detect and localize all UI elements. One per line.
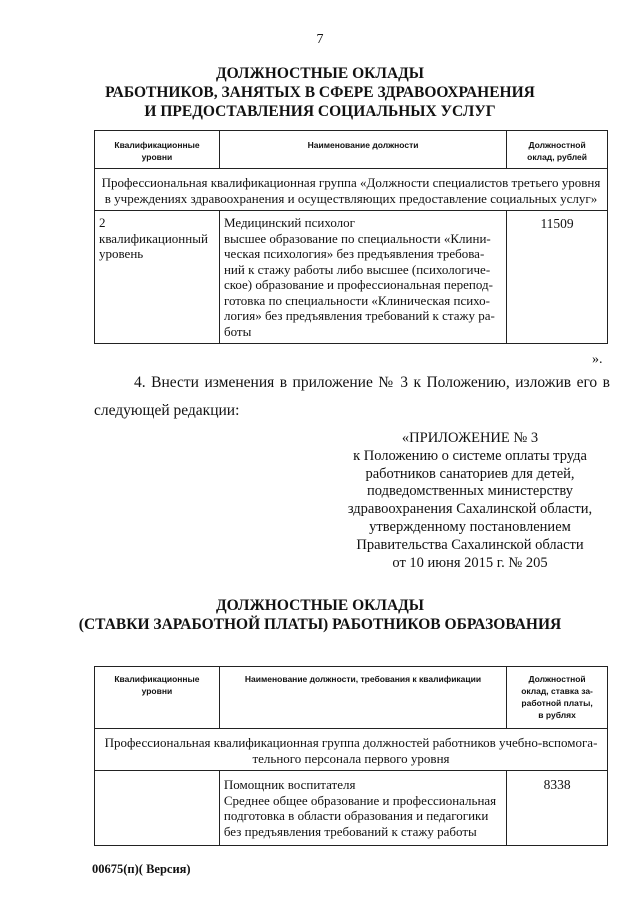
salary-table-education bbox=[94, 666, 608, 846]
header-text: Должностной bbox=[528, 140, 586, 150]
appendix-line: работников санаториев для детей, bbox=[365, 465, 575, 482]
table-header-row bbox=[95, 131, 608, 169]
group-line: Профессиональная квалификационная группа должностей работников учебно-вспомога- bbox=[104, 735, 598, 750]
position-cell bbox=[219, 211, 506, 344]
group-row bbox=[95, 729, 608, 771]
position-line: ний к стажу работы либо высшее (психологиче- bbox=[223, 261, 491, 277]
appendix-line: подведомственных министерству bbox=[367, 483, 573, 500]
title-line: ДОЛЖНОСТНЫЕ ОКЛАДЫ bbox=[215, 65, 425, 82]
header-text: уровни bbox=[141, 152, 173, 162]
header-position: Наименование должности bbox=[219, 131, 506, 169]
header-text: уровни bbox=[141, 686, 173, 696]
appendix-line: «ПРИЛОЖЕНИЕ № 3 bbox=[401, 430, 539, 446]
header-text: в рублях bbox=[538, 710, 576, 720]
header-text: оклад, рублей bbox=[527, 152, 588, 162]
header-text: оклад, ставка за- bbox=[521, 686, 593, 696]
appendix-block bbox=[320, 430, 620, 572]
header-text: Квалификационные bbox=[114, 674, 200, 684]
appendix-line: к Положению о системе оплаты труда bbox=[353, 447, 587, 464]
appendix-line: от 10 июня 2015 г. № 205 bbox=[392, 554, 548, 571]
level-cell bbox=[95, 771, 220, 846]
group-cell bbox=[95, 729, 608, 771]
group-line: в учреждениях здравоохранения и осуществляющих предоставление социальных услуг» bbox=[104, 190, 598, 206]
title-line: РАБОТНИКОВ, ЗАНЯТЫХ В СФЕРЕ ЗДРАВООХРАНЕНИЯ bbox=[105, 84, 535, 101]
position-line: подготовка в области образования и педагогики bbox=[223, 808, 489, 823]
position-line: ское) образование и профессиональная перепод- bbox=[223, 277, 493, 292]
group-line: тельного персонала первого уровня bbox=[252, 750, 450, 766]
salary-table-health bbox=[94, 130, 608, 344]
table-header-row bbox=[95, 667, 608, 729]
level-cell bbox=[95, 211, 220, 344]
position-line: готовка по специальности «Клиническая психо- bbox=[223, 292, 491, 308]
header-text: работной платы, bbox=[521, 698, 593, 708]
header-salary bbox=[507, 131, 608, 169]
position-line: Помощник воспитателя bbox=[223, 777, 356, 792]
level-line: уровень bbox=[99, 246, 144, 261]
page-number: 7 bbox=[316, 32, 324, 47]
appendix-line: Правительства Сахалинской области bbox=[356, 536, 584, 553]
position-line: боты bbox=[223, 323, 252, 339]
appendix-line: здравоохранения Сахалинской области, bbox=[347, 501, 593, 518]
header-salary bbox=[507, 667, 608, 729]
salary-cell: 8338 bbox=[507, 771, 608, 846]
appendix-line: утвержденному постановлением bbox=[369, 518, 571, 535]
table-row bbox=[95, 771, 608, 846]
title-line: ДОЛЖНОСТНЫЕ ОКЛАДЫ bbox=[215, 597, 425, 614]
group-row bbox=[95, 169, 608, 211]
position-line: Среднее общее образование и профессиональная bbox=[223, 792, 497, 808]
header-text: Квалификационные bbox=[114, 140, 200, 150]
document-footer-code: 00675(п)( Версия) bbox=[92, 862, 191, 876]
group-line: Профессиональная квалификационная группа «Должности специалистов третьего уровня bbox=[101, 175, 601, 190]
closing-quote: ». bbox=[592, 352, 603, 367]
header-position: Наименование должности, требования к квалификации bbox=[219, 667, 506, 729]
table-row bbox=[95, 211, 608, 344]
position-line: ческая психология» без предъявления требова- bbox=[223, 246, 485, 261]
section2-title bbox=[40, 596, 600, 634]
position-line: Медицинский психолог bbox=[223, 215, 355, 230]
group-cell bbox=[95, 169, 608, 211]
level-line: 2 квалификационный bbox=[99, 215, 208, 246]
paragraph-4-line2: следующей редакции: bbox=[94, 402, 240, 419]
title-line: (СТАВКИ ЗАРАБОТНОЙ ПЛАТЫ) РАБОТНИКОВ ОБРАЗОВАНИЯ bbox=[78, 616, 562, 633]
paragraph-4-line1: 4. Внести изменения в приложение № 3 к Положению, изложив его в bbox=[134, 374, 610, 391]
position-line: без предъявления требований к стажу работы bbox=[223, 823, 477, 839]
header-level bbox=[95, 667, 220, 729]
header-text: Должностной bbox=[528, 674, 586, 684]
salary-cell: 11509 bbox=[507, 211, 608, 344]
position-line: высшее образование по специальности «Клини- bbox=[223, 230, 491, 246]
position-line: логия» без предъявления требований к стажу ра- bbox=[223, 308, 495, 323]
header-level bbox=[95, 131, 220, 169]
title-line: И ПРЕДОСТАВЛЕНИЯ СОЦИАЛЬНЫХ УСЛУГ bbox=[144, 103, 496, 120]
section1-title bbox=[60, 64, 580, 121]
position-cell bbox=[219, 771, 506, 846]
